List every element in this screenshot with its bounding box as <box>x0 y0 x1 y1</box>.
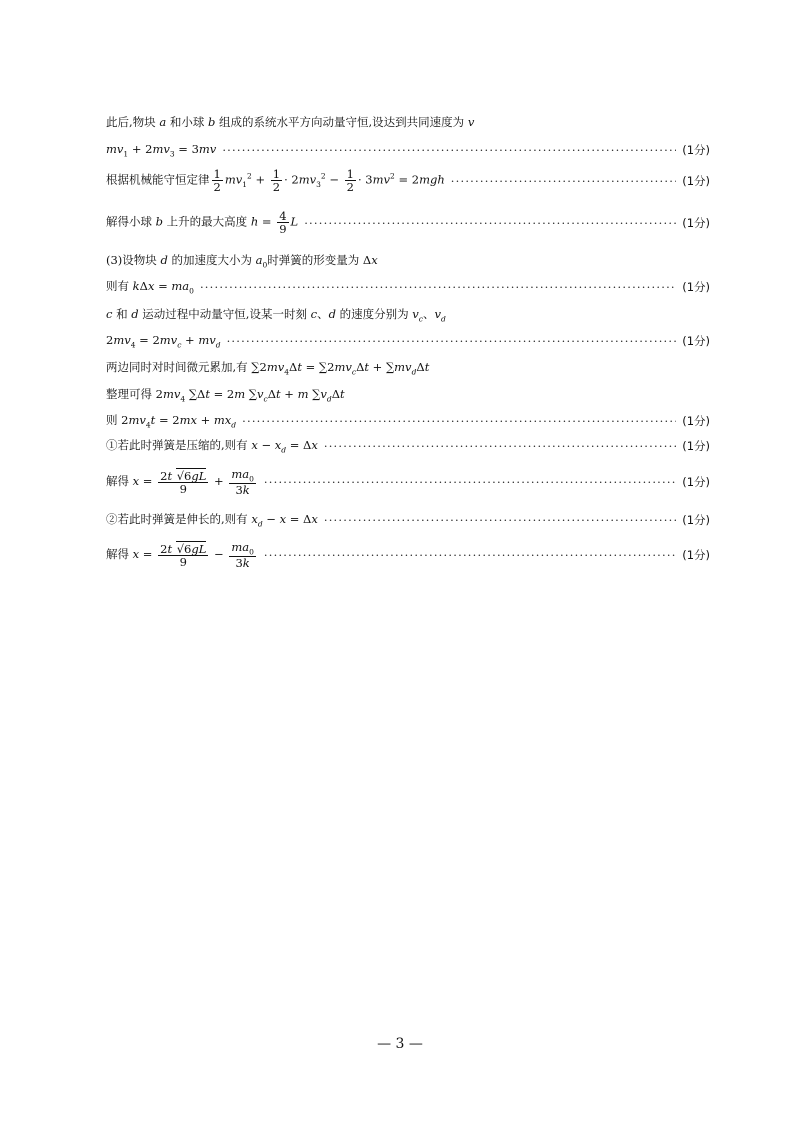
leader-dots <box>242 414 676 428</box>
leader-dots <box>304 216 676 230</box>
equation: ②若此时弹簧是伸长的,则有 $x_d - x = \Delta x$ <box>106 512 318 529</box>
solution-line-13 <box>106 468 710 496</box>
solution-line-8 <box>106 333 710 349</box>
equation: 解得 x = $\frac{2t √6gL}{9}$ − $\frac{ma_0}{3k}$ <box>106 540 254 571</box>
solution-line-2 <box>106 142 710 158</box>
score-label: (1分) <box>682 548 710 563</box>
line-text: (3)设物块 d 的加速度大小为 $a_0$时弹簧的形变量为 Δx <box>106 253 378 270</box>
leader-dots <box>227 334 677 348</box>
leader-dots <box>324 513 676 527</box>
score-label: (1分) <box>682 413 710 428</box>
solution-line-9 <box>106 359 710 376</box>
score-label: (1分) <box>682 334 710 349</box>
solution-line-5 <box>106 252 710 269</box>
equation: 根据机械能守恒定律 $\frac{1}{2}$ $mv_1^2$ + $\frac{1}{2}$ · $2mv_3^2$ − $\frac{1}{2}$ · $3mv^2 = 2mgh$ <box>106 167 445 195</box>
leader-dots <box>451 174 676 188</box>
equation: 整理可得 $2mv_4$ ∑Δt = 2m $\sum v_c\Delta t + m$ $\sum v_d\Delta t$ <box>106 387 345 404</box>
score-label: (1分) <box>682 143 710 158</box>
leader-dots <box>200 280 676 294</box>
solution-line-12 <box>106 437 710 454</box>
leader-dots <box>264 475 676 489</box>
leader-dots <box>264 548 676 562</box>
solution-line-11 <box>106 412 710 429</box>
equation: $mv_1 + 2mv_3 = 3mv$ <box>106 142 217 159</box>
equation: 则 $2mv_4t = 2mx + mx_d$ <box>106 413 237 430</box>
solution-line-7 <box>106 306 710 323</box>
line-text: c 和 d 运动过程中动量守恒,设某一时刻 c、d 的速度分别为 $v_c$、$v_d$ <box>106 307 446 324</box>
leader-dots <box>222 143 676 157</box>
score-label: (1分) <box>682 475 710 490</box>
page-number: — 3 — <box>377 1036 423 1052</box>
score-label: (1分) <box>682 215 710 230</box>
equation: ①若此时弹簧是压缩的,则有 $x - x_d = \Delta x$ <box>106 438 318 455</box>
solution-line-1 <box>106 114 710 130</box>
equation: $2mv_4 = 2mv_c + mv_d$ <box>106 333 221 350</box>
solution-line-14 <box>106 511 710 528</box>
solution-line-10 <box>106 386 710 403</box>
leader-dots <box>324 439 676 453</box>
solution-line-3 <box>106 168 710 193</box>
equation: 两边同时对时间微元累加,有 $\sum 2mv_4\Delta t = \sum 2mv_c\Delta t + \sum mv_d\Delta t$ <box>106 360 430 377</box>
score-label: (1分) <box>682 279 710 294</box>
equation: 解得 x = $\frac{2t √6gL}{9}$ + $\frac{ma_0}{3k}$ <box>106 467 254 498</box>
score-label: (1分) <box>682 512 710 527</box>
line-text: 此后,物块 a 和小球 b 组成的系统水平方向动量守恒,设达到共同速度为 v <box>106 115 475 129</box>
solution-line-15 <box>106 541 710 569</box>
equation: 解得小球 b 上升的最大高度 h = $\frac{4}{9}$ L <box>106 209 299 237</box>
score-label: (1分) <box>682 438 710 453</box>
score-label: (1分) <box>682 173 710 188</box>
solution-line-4 <box>106 210 710 235</box>
equation: 则有 $k\Delta x = ma_0$ <box>106 279 194 296</box>
solution-line-6 <box>106 278 710 295</box>
